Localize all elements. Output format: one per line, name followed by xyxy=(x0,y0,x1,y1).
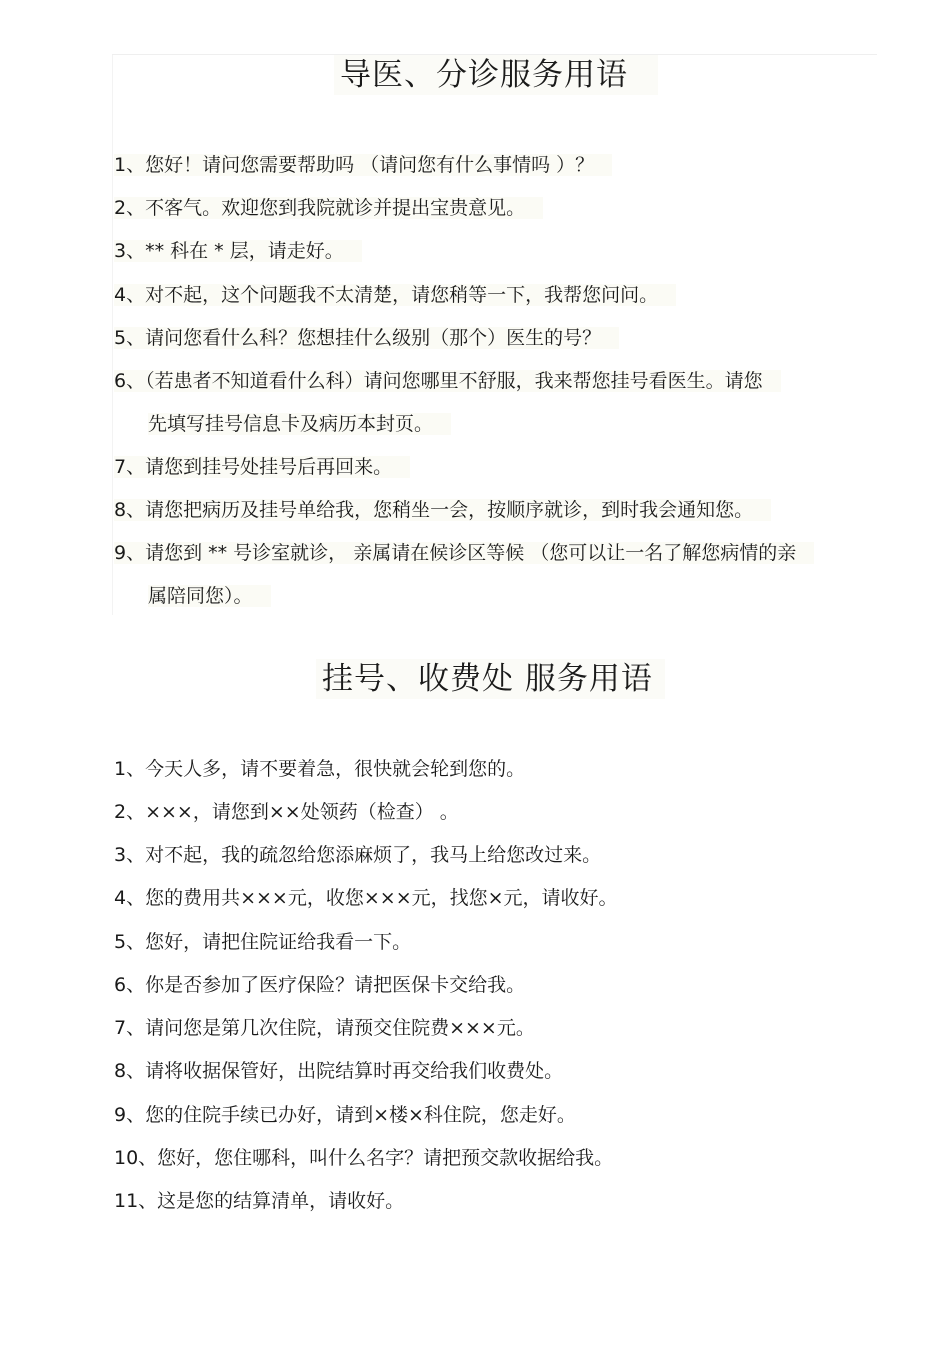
left-divider xyxy=(112,55,113,615)
list-item-continuation xyxy=(148,409,451,439)
list-item-text: 9、请您到 ** 号诊室就诊， 亲属请在候诊区等候 （您可以让一名了解您病情的亲 xyxy=(114,542,814,564)
list-item-text: 2、×××，请您到××处领药（检查） 。 xyxy=(114,801,459,823)
list-item-continuation xyxy=(148,581,271,611)
list-item-text: 5、请问您看什么科？您想挂什么级别（那个）医生的号？ xyxy=(114,327,619,349)
list-item-text: 6、你是否参加了医疗保险？请把医保卡交给我。 xyxy=(114,974,526,996)
list-item xyxy=(114,883,618,913)
list-item xyxy=(114,495,771,525)
list-item xyxy=(114,1143,613,1173)
list-item xyxy=(114,970,525,1000)
list-item-text: 1、您好！请问您需要帮助吗 （请问您有什么事情吗 ）？ xyxy=(114,154,612,176)
list-item xyxy=(114,754,525,784)
list-item-text: 9、您的住院手续已办好，请到×楼×科住院，您走好。 xyxy=(114,1104,576,1126)
list-item xyxy=(114,1013,535,1043)
list-item-text: 4、您的费用共×××元，收您×××元，找您×元，请收好。 xyxy=(114,887,618,909)
list-item-text: 1、今天人多，请不要着急，很快就会轮到您的。 xyxy=(114,758,526,780)
list-item xyxy=(114,366,781,396)
list-item xyxy=(114,927,411,957)
list-item-text: 7、请问您是第几次住院，请预交住院费×××元。 xyxy=(114,1017,535,1039)
list-item xyxy=(114,1186,404,1216)
list-item-text: 3、对不起，我的疏忽给您添麻烦了，我马上给您改过来。 xyxy=(114,844,602,866)
section-title-registration-billing: 挂号、收费处 服务用语 xyxy=(316,659,665,699)
list-item xyxy=(114,150,612,180)
list-item xyxy=(114,538,814,568)
list-item xyxy=(114,280,676,310)
list-item-text: 7、请您到挂号处挂号后再回来。 xyxy=(114,456,410,478)
section-title-guide-triage: 导医、分诊服务用语 xyxy=(334,55,658,95)
list-item xyxy=(114,193,543,223)
list-item xyxy=(114,452,410,482)
list-item-text: 5、您好，请把住院证给我看一下。 xyxy=(114,931,412,953)
list-item xyxy=(114,1056,563,1086)
list-item-text: 属陪同您）。 xyxy=(148,585,271,607)
list-item xyxy=(114,1100,576,1130)
list-item-text: 6、（若患者不知道看什么科）请问您哪里不舒服，我来帮您挂号看医生。请您 xyxy=(114,370,781,392)
list-item xyxy=(114,840,601,870)
list-item-text: 10、您好，您住哪科，叫什么名字？请把预交款收据给我。 xyxy=(114,1147,614,1169)
list-item xyxy=(114,236,362,266)
list-item-text: 先填写挂号信息卡及病历本封页。 xyxy=(148,413,451,435)
list-item-text: 11、这是您的结算清单，请收好。 xyxy=(114,1190,405,1212)
list-item-text: 2、不客气。欢迎您到我院就诊并提出宝贵意见。 xyxy=(114,197,543,219)
list-item-text: 8、请您把病历及挂号单给我，您稍坐一会，按顺序就诊，到时我会通知您。 xyxy=(114,499,771,521)
list-item-text: 3、** 科在 * 层，请走好。 xyxy=(114,240,362,262)
list-item-text: 4、对不起，这个问题我不太清楚，请您稍等一下，我帮您问问。 xyxy=(114,284,676,306)
list-item xyxy=(114,323,619,353)
list-item xyxy=(114,797,459,827)
list-item-text: 8、请将收据保管好，出院结算时再交给我们收费处。 xyxy=(114,1060,564,1082)
